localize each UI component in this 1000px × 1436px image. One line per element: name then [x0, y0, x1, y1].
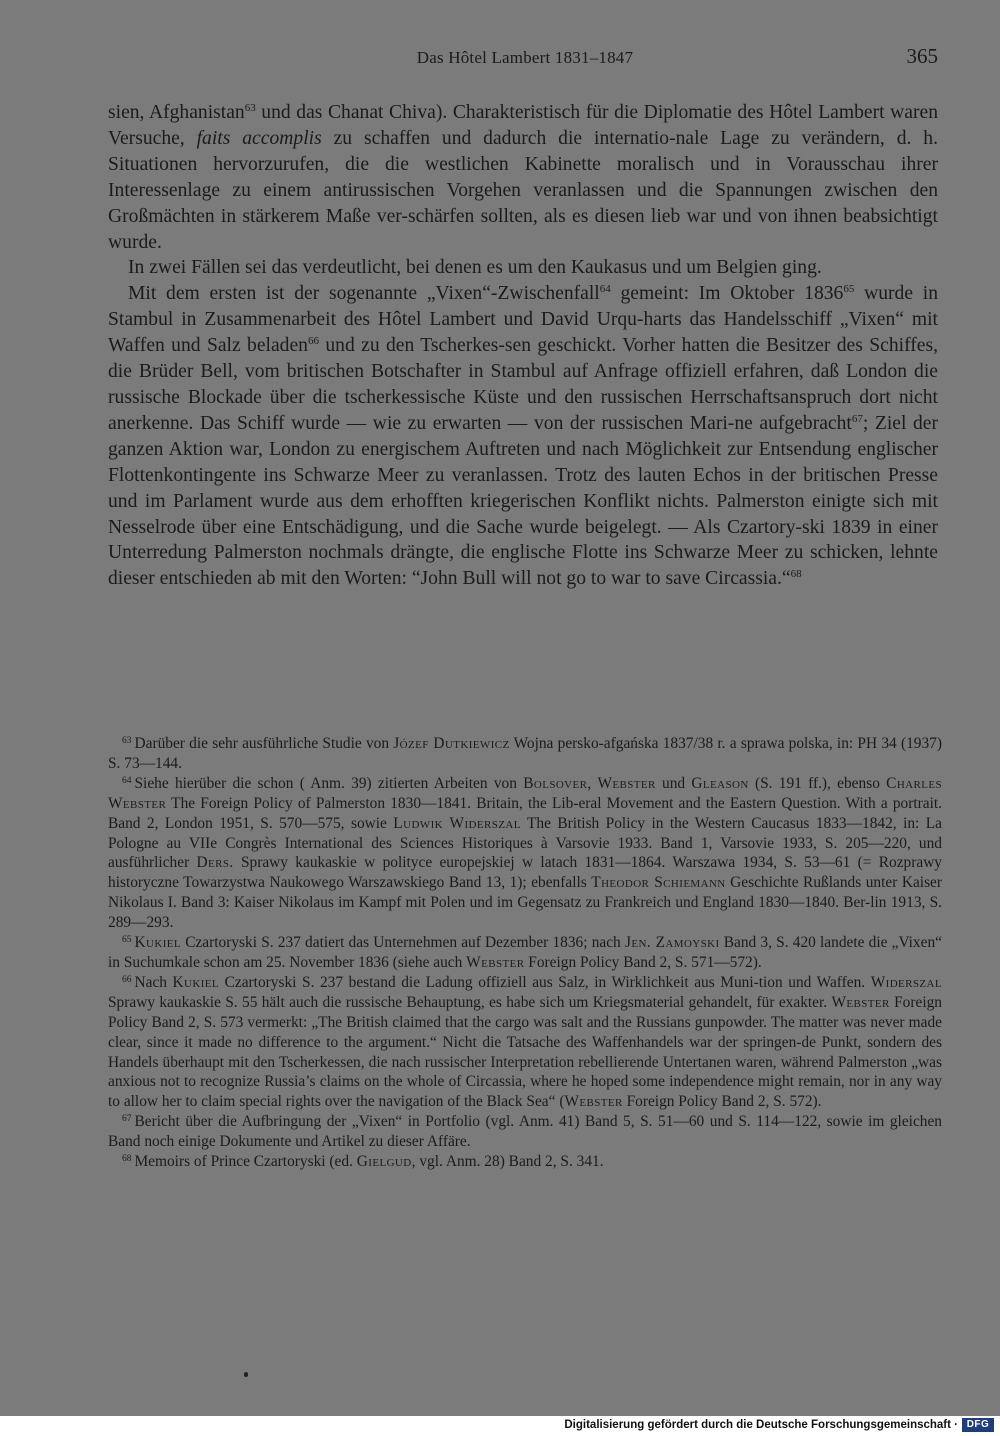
author-name: Ders.	[196, 854, 234, 872]
footnote-63	[108, 734, 942, 774]
text-run: wurde in Stambul in Zusammenarbeit des Hôtel Lambert und David Urqu-harts das Handelsschiff „Vixen“ mit Waffen und Salz beladen	[108, 283, 938, 357]
paragraph-1	[108, 100, 938, 255]
author-name: Kukiel	[134, 934, 182, 952]
dfg-logo: DFG	[962, 1418, 994, 1432]
text-run: und zu den Tscherkes-sen geschickt. Vorher hatten die Besitzer des Schiffes, die Brüder Bell, vom britischen Botschafter in Stambul auf Anfrage offiziell erfahren, daß London die russische Blockade über die tscherkessische Küste und den russischen Herrschaftsanspruch dort nicht anerkenne. Das Schiff wurde — wie zu erwarten — von der russischen Mari-ne aufgebracht	[108, 335, 938, 434]
footnote-ref: 65	[843, 283, 855, 296]
author-name: Józef Dutkiewicz	[393, 735, 510, 752]
author-name: Charles Webster	[108, 774, 943, 812]
footnote-number: 65	[122, 935, 132, 946]
footnote-ref: 68	[790, 568, 802, 581]
author-name: Ludwik Widerszal	[393, 814, 521, 832]
footnote-ref: 66	[307, 335, 319, 348]
text-run: Sprawy kaukaskie w polityce europejskiej w latach 1831—1864. Warszawa 1934, S. 53—61 (= Rozprawy historyczne Towarzystwa Naukowego Warszawskiego Band 13, 1); ebenfalls	[108, 854, 943, 892]
author-name: Kukiel	[172, 973, 220, 991]
footnote-number: 67	[122, 1114, 132, 1125]
text-run: Czartoryski S. 237 datiert das Unternehmen auf Dezember 1836; nach	[181, 934, 625, 952]
funding-notice: Digitalisierung gefördert durch die Deutsche Forschungsgemeinschaft ·	[564, 1419, 958, 1431]
author-name: Theodor Schiemann	[591, 874, 726, 892]
author-name: Webster	[597, 774, 656, 792]
digitization-footer	[0, 1416, 1000, 1436]
text-run: , vgl. Anm. 28) Band 2, S. 341.	[411, 1153, 604, 1171]
text-run: und das Chanat Chiva). Charakteristisch für die Diplomatie des Hôtel Lambert waren Versuche,	[108, 102, 938, 149]
text-run: The Foreign Policy of Palmerston 1830—1841. Britain, the Lib-eral Movement and the Eastern Question. With a portrait. Band 2, London 1951, S. 570—575, sowie	[108, 794, 942, 832]
author-name: Gielgud	[356, 1153, 412, 1171]
footnote-number: 63	[122, 736, 132, 746]
scan-speck	[244, 1372, 248, 1377]
author-name: Webster	[831, 993, 890, 1011]
footnote-ref: 64	[599, 283, 611, 296]
author-name: Gleason	[691, 774, 749, 792]
author-name: Bolsover	[523, 774, 588, 792]
text-run: (S. 191 ff.), ebenso	[748, 774, 887, 792]
running-title: Das Hôtel Lambert 1831–1847	[416, 48, 634, 67]
author-name: Webster	[466, 953, 525, 971]
footnote-number: 66	[122, 974, 132, 985]
footnote-65	[108, 933, 942, 973]
text-run: Bericht über die Aufbringung der „Vixen“ in Portfolio (vgl. Anm. 41) Band 5, S. 51—60 und S. 114—122, sowie im gleichen Band noch einige Dokumente und Artikel zu dieser Affäre.	[108, 1113, 942, 1151]
paragraph-2: In zwei Fällen sei das verdeutlicht, bei denen es um den Kaukasus und um Belgien ging.	[128, 257, 822, 279]
text-run: Memoirs of Prince Czartoryski (ed.	[134, 1153, 357, 1171]
text-run: Geschichte Rußlands unter Kaiser Nikolaus I. Band 3: Kaiser Nikolaus im Kampf mit Polen und im Gegensatz zu Frankreich und England 1830—1840. Ber-lin 1913, S. 289—293.	[108, 874, 943, 932]
paragraph-3	[108, 281, 938, 592]
text-run: sien, Afghanistan	[108, 102, 245, 123]
footnote-ref: 67	[851, 412, 863, 425]
text-run: Foreign Policy Band 2, S. 571—572).	[524, 953, 762, 971]
text-run: Wojna persko-afgańska 1837/38 r. a sprawa polska, in: PH 34 (1937) S. 73—144.	[108, 735, 942, 772]
text-run: ,	[587, 774, 598, 792]
text-run: Siehe hierüber die schon ( Anm. 39) zitierten Arbeiten von	[134, 774, 524, 792]
text-run: Czartoryski S. 237 bestand die Ladung offiziell aus Salz, in Wirklichkeit aus Muni-tion und Waffen.	[219, 973, 871, 991]
author-name: Widerszal	[870, 973, 942, 991]
text-run: Foreign Policy Band 2, S. 572).	[622, 1093, 822, 1111]
text-run: zu schaffen und dadurch die internatio-nale Lage zu verändern, d. h. Situationen hervorzurufen, die die westlichen Kabinette moralisch und in Vorausschau ihrer Interessenlage zu einem antirussischen Vorgehen veranlassen und die Spannungen zwischen den Großmächten in stärkerem Maße ver-schärfen sollten, als es diesen lieb war und von ihnen beabsichtigt wurde.	[108, 127, 939, 253]
text-run: gemeint: Im Oktober 1836	[610, 283, 844, 305]
footnote-number: 64	[122, 775, 132, 786]
footnote-67	[108, 1112, 942, 1152]
page-number: 365	[906, 44, 938, 68]
text-run: Nach	[134, 973, 173, 991]
text-run: Darüber die sehr ausführliche Studie von	[134, 735, 394, 752]
text-run: Band 3, S. 420 landete die „Vixen“ in Suchumkale schon am 25. November 1836 (siehe auch	[108, 934, 942, 971]
footnotes	[108, 734, 942, 1172]
main-text	[108, 100, 938, 592]
italic-phrase: faits accomplis	[196, 127, 322, 149]
author-name: Webster	[564, 1093, 623, 1111]
author-name: Jen. Zamoyski	[624, 934, 720, 952]
page-header	[110, 44, 940, 74]
footnote-66	[108, 973, 942, 1112]
text-run: Mit dem ersten ist der sogenannte „Vixen“-Zwischenfall	[128, 283, 600, 305]
text-run: Foreign Policy Band 2, S. 573 vermerkt: „The British claimed that the cargo was salt and the Russians gunpowder. The matter was never made clear, since it made no difference to the argument.“ Nicht die Tatsache des Waffenhandels war der springen-de Punkt, sondern des Handels überhaupt mit den Tscherkessen, die nach russischer Interpretation rebellierende Untertanen waren, während Palmerston „was anxious not to recognize Russia’s claims on the whole of Circassia, where he hoped some independence might remain, nor in any way to allow her to claim special rights over the navigation of the Black Sea“ (	[108, 993, 942, 1111]
footnote-ref: 63	[244, 102, 256, 114]
text-run: ; Ziel der ganzen Aktion war, London zu energischem Auftreten und nach Möglichkeit zur Entsendung englischer Flottenkontingente ins Schwarze Meer zu veranlassen. Trotz des lauten Echos in der britischen Presse und im Parlament wurde aus dem erhofften kriegerischen Konflikt nichts. Palmerston einigte sich mit Nesselrode über eine Entschädigung, und die Sache wurde beigelegt. — Als Czartory-ski 1839 in einer Unterredung Palmerston nochmals drängte, die englische Flotte ins Schwarze Meer zu schicken, lehnte dieser entschieden ab mit den Worten: “John Bull will not go to war to save Circassia.“	[108, 412, 939, 590]
text-run: und	[655, 774, 692, 792]
footnote-number: 68	[122, 1154, 132, 1165]
footnote-64	[108, 774, 942, 933]
footnote-68	[108, 1152, 942, 1172]
text-run: Sprawy kaukaskie S. 55 hält auch die russische Behauptung, es habe sich um Kriegsmaterial gehandelt, für exakter.	[108, 993, 832, 1011]
text-run: The British Policy in the Western Caucasus 1833—1842, in: La Pologne au VIIe Congrès International des Sciences Historiques à Varsovie 1933. Band 1, Varsovie 1933, S. 205—220, und ausführlicher	[108, 814, 942, 872]
